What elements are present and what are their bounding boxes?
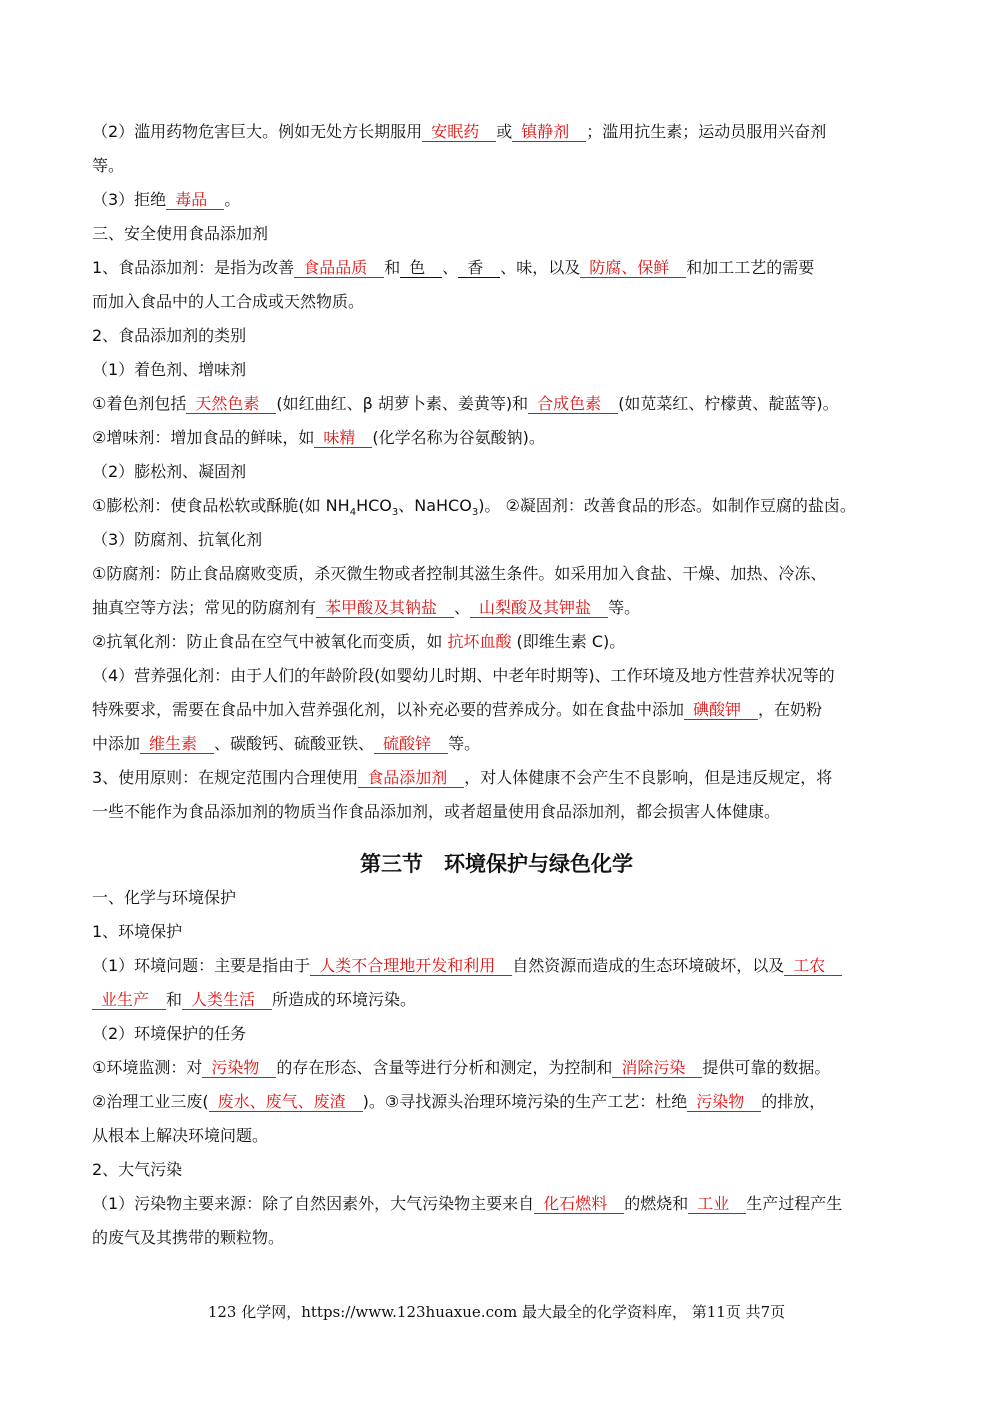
text-segment: 的排放， [761, 1092, 826, 1111]
text-segment: 或 [496, 122, 513, 141]
text-line [92, 598, 912, 618]
text-segment: (即维生素 C)。 [511, 632, 626, 651]
text-segment: 2、食品添加剂的类别 [92, 326, 247, 345]
fill-in-answer: 山梨酸及其钾盐 [471, 598, 608, 617]
fill-in-answer: 天然色素 [187, 394, 276, 413]
text-segment: ①着色剂包括 [92, 394, 187, 413]
subscript: 3 [471, 507, 479, 519]
fill-in-answer: 维生素 [141, 734, 214, 753]
text-segment: 的燃烧和 [624, 1194, 689, 1213]
text-segment: )。 ②凝固剂：改善食品的形态。如制作豆腐的盐卤。 [478, 496, 856, 515]
text-segment: 和 [166, 990, 183, 1009]
fill-in-answer: 味精 [315, 428, 372, 447]
text-line [92, 326, 912, 346]
text-segment: （4）营养强化剂：由于人们的年龄阶段(如婴幼儿时期、中老年时期等)、工作环境及地方性营养状况等的 [92, 666, 835, 685]
text-segment: 所造成的环境污染。 [272, 990, 417, 1009]
text-line [92, 292, 912, 312]
text-segment: （3）拒绝 [92, 190, 167, 209]
text-segment: 、 [442, 258, 459, 277]
fill-in-answer: 消除污染 [613, 1058, 702, 1077]
text-segment: （2）膨松剂、凝固剂 [92, 462, 247, 481]
text-segment: (如苋菜红、柠檬黄、靛蓝等)。 [618, 394, 839, 413]
text-segment: 1、环境保护 [92, 922, 183, 941]
text-segment: 自然资源而造成的生态环境破坏，以及 [512, 956, 785, 975]
text-segment: 1、食品添加剂：是指为改善 [92, 258, 295, 277]
text-segment: （2）滥用药物危害巨大。例如无处方长期服用 [92, 122, 423, 141]
text-line [92, 190, 912, 210]
text-segment: （3）防腐剂、抗氧化剂 [92, 530, 263, 549]
page-footer: 123 化学网，https://www.123huaxue.com 最大最全的化学资料库， 第11页 共7页 [207, 1303, 786, 1321]
text-line [92, 956, 912, 976]
text-segment: 一些不能作为食品添加剂的物质当作食品添加剂，或者超量使用食品添加剂，都会损害人体健康。 [92, 802, 781, 821]
text-line [92, 1194, 912, 1214]
fill-in-answer: 人类不合理地开发和利用 [311, 956, 512, 975]
fill-in-answer: 工业 [689, 1194, 746, 1213]
text-line [92, 564, 912, 584]
text-segment: 中添加 [92, 734, 141, 753]
text-segment: ①膨松剂：使食品松软或酥脆(如 NH [92, 496, 350, 515]
fill-in-answer: 人类生活 [183, 990, 272, 1009]
text-segment: 三、安全使用食品添加剂 [92, 224, 269, 243]
text-segment: 生产过程产生 [746, 1194, 843, 1213]
fill-in-answer: 废水、废气、废渣 [209, 1092, 362, 1111]
text-segment: （2）环境保护的任务 [92, 1024, 247, 1043]
text-segment: (如红曲红、β 胡萝卜素、姜黄等)和 [276, 394, 529, 413]
fill-in-answer: 污染物 [688, 1092, 761, 1111]
text-segment: （1）环境问题：主要是指由于 [92, 956, 311, 975]
text-segment: HCO [356, 496, 392, 515]
text-line [92, 360, 912, 380]
text-line [92, 734, 912, 754]
text-segment: ，对人体健康不会产生不良影响，但是违反规定，将 [464, 768, 833, 787]
text-segment: ，在奶粉 [758, 700, 823, 719]
text-line [92, 496, 912, 523]
text-line [92, 428, 912, 448]
text-line [92, 888, 912, 908]
text-segment: 、 [454, 598, 471, 617]
text-line [92, 768, 912, 788]
text-segment: 等。 [608, 598, 641, 617]
text-segment: )。③寻找源头治理环境污染的生产工艺：杜绝 [362, 1092, 688, 1111]
text-segment: 等。 [448, 734, 481, 753]
text-segment: 从根本上解决环境问题。 [92, 1126, 269, 1145]
text-line [92, 632, 912, 652]
text-line [92, 530, 912, 550]
text-segment: 抽真空等方法；常见的防腐剂有 [92, 598, 317, 617]
text-line [92, 122, 912, 142]
text-segment: （1）污染物主要来源：除了自然因素外，大气污染物主要来自 [92, 1194, 535, 1213]
text-line [92, 990, 912, 1010]
text-segment: 特殊要求，需要在食品中加入营养强化剂，以补充必要的营养成分。如在食盐中添加 [92, 700, 685, 719]
fill-in-answer: 碘酸钾 [685, 700, 758, 719]
text-line [92, 394, 912, 414]
subscript: 4 [349, 507, 357, 519]
fill-in-answer: 业生产 [93, 990, 166, 1009]
fill-in-answer: 食品添加剂 [359, 768, 464, 787]
text-segment: ①防腐剂：防止食品腐败变质，杀灭微生物或者控制其滋生条件。如采用加入食盐、干燥、加热、冷冻、 [92, 564, 827, 583]
text-segment: 、NaHCO [398, 496, 472, 515]
text-line [92, 700, 912, 720]
section-heading: 第三节 环境保护与绿色化学 [360, 851, 633, 876]
fill-in-answer: 苯甲酸及其钠盐 [317, 598, 454, 617]
subscript: 3 [391, 507, 399, 519]
text-segment: （1）着色剂、增味剂 [92, 360, 247, 379]
text-line [92, 1160, 912, 1180]
text-segment: 3、使用原则：在规定范围内合理使用 [92, 768, 359, 787]
text-segment: ②抗氧化剂：防止食品在空气中被氧化而变质，如 [92, 632, 448, 651]
text-line [92, 1126, 912, 1146]
fill-in-answer: 防腐、保鲜 [581, 258, 686, 277]
text-line [92, 462, 912, 482]
fill-in-answer: 污染物 [203, 1058, 276, 1077]
fill-in-answer: 化石燃料 [535, 1194, 624, 1213]
fill-in-answer: 工农 [785, 956, 842, 975]
fill-in-answer: 镇静剂 [513, 122, 586, 141]
text-line [92, 1058, 912, 1078]
text-segment: 提供可靠的数据。 [702, 1058, 831, 1077]
fill-in-answer: 色 [401, 258, 442, 277]
answer-text: 抗坏血酸 [447, 632, 512, 651]
text-line [92, 1092, 912, 1112]
fill-in-answer: 硫酸锌 [375, 734, 448, 753]
text-segment: 的存在形态、含量等进行分析和测定，为控制和 [276, 1058, 613, 1077]
fill-in-answer: 食品品质 [295, 258, 384, 277]
text-segment: 和加工工艺的需要 [686, 258, 815, 277]
text-segment: ；滥用抗生素；运动员服用兴奋剂 [586, 122, 827, 141]
text-segment: ②治理工业三废( [92, 1092, 209, 1111]
text-segment: ①环境监测：对 [92, 1058, 203, 1077]
text-line [92, 1228, 912, 1248]
text-segment: 。 [224, 190, 241, 209]
text-segment: 和 [384, 258, 401, 277]
text-line [92, 666, 912, 686]
text-segment: 一、化学与环境保护 [92, 888, 237, 907]
text-line [92, 258, 912, 278]
text-line [92, 1024, 912, 1044]
text-segment: 的废气及其携带的颗粒物。 [92, 1228, 285, 1247]
text-segment: 、味，以及 [500, 258, 581, 277]
text-line [92, 224, 912, 244]
text-segment: 2、大气污染 [92, 1160, 183, 1179]
fill-in-answer: 安眠药 [423, 122, 496, 141]
text-line [92, 922, 912, 942]
text-segment: 而加入食品中的人工合成或天然物质。 [92, 292, 365, 311]
text-segment: 等。 [92, 156, 125, 175]
fill-in-answer: 香 [459, 258, 500, 277]
text-segment: ②增味剂：增加食品的鲜味，如 [92, 428, 315, 447]
text-line [92, 802, 912, 822]
fill-in-answer: 毒品 [167, 190, 224, 209]
fill-in-answer: 合成色素 [529, 394, 618, 413]
text-line [92, 156, 912, 176]
text-segment: 、碳酸钙、硫酸亚铁、 [214, 734, 375, 753]
text-segment: (化学名称为谷氨酸钠)。 [372, 428, 545, 447]
